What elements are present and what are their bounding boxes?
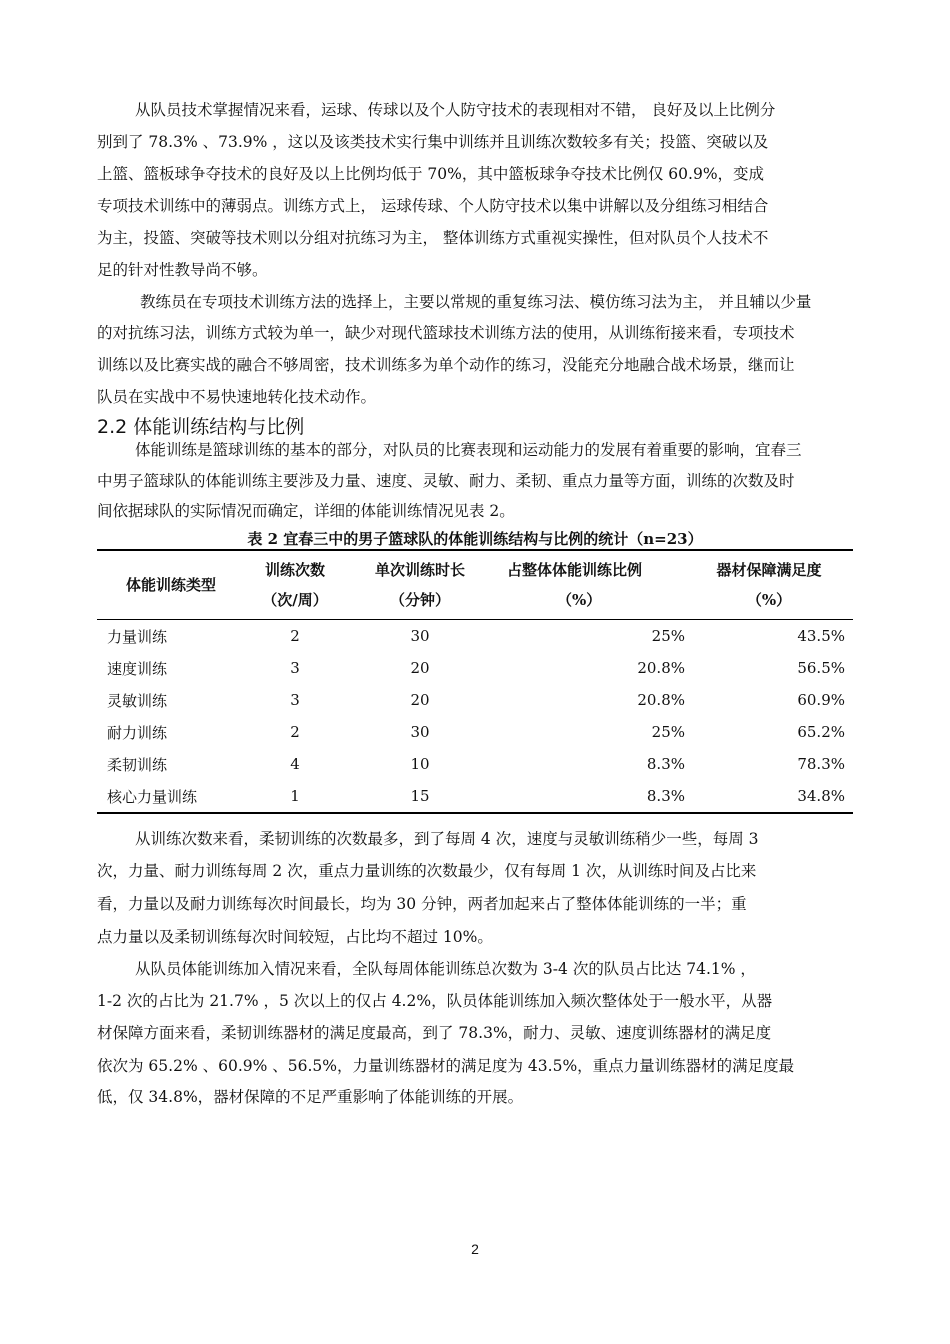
cell-times: 4 (290, 755, 300, 773)
paragraph-line: 别到了 78.3% 、73.9% ，这以及该类技术实行集中训练并且训练次数较多有关；投篮、突破以及 (97, 133, 769, 151)
cell-satisfaction: 34.8% (797, 787, 845, 805)
cell-satisfaction: 56.5% (797, 659, 845, 677)
table-row (97, 780, 853, 813)
cell-type: 力量训练 (107, 627, 168, 646)
table-row (97, 748, 853, 780)
cell-times: 1 (290, 787, 300, 805)
cell-satisfaction: 43.5% (797, 627, 845, 645)
paragraph-line: 训练以及比赛实战的融合不够周密，技术训练多为单个动作的练习，没能充分地融合战术场景，继而让 (97, 356, 795, 374)
paragraph-line: 材保障方面来看，柔韧训练器材的满足度最高，到了 78.3%，耐力、灵敏、速度训练器材的满足度 (97, 1024, 772, 1042)
paragraph-line: 专项技术训练中的薄弱点。训练方式上， 运球传球、个人防守技术以集中讲解以及分组练习相结合 (97, 197, 769, 215)
header-ratio (495, 550, 685, 620)
cell-duration: 30 (410, 723, 430, 741)
header-label: 器材保障满足度 (716, 561, 822, 579)
cell-ratio: 25% (651, 627, 685, 645)
table-caption: 表 2 宜春三中的男子篮球队的体能训练结构与比例的统计（n=23） (247, 530, 703, 548)
paragraph-line: 点力量以及柔韧训练每次时间较短，占比均不超过 10%。 (97, 928, 493, 946)
paragraph-line: 看，力量以及耐力训练每次时间最长，均为 30 分钟，两者加起来占了整体体能训练的一半；重 (97, 895, 747, 913)
cell-type: 速度训练 (107, 659, 168, 678)
cell-times: 2 (290, 723, 300, 741)
cell-ratio: 20.8% (637, 659, 685, 677)
paragraph-line: 1-2 次的占比为 21.7% ，5 次以上的仅占 4.2%，队员体能训练加入频次整体处于一般水平，从器 (97, 992, 773, 1010)
paragraph-line: 间依据球队的实际情况而确定，详细的体能训练情况见表 2。 (97, 502, 515, 520)
paragraph-line: 教练员在专项技术训练方法的选择上，主要以常规的重复练习法、模仿练习法为主， 并且辅以少量 (140, 293, 812, 311)
section-heading: 2.2 体能训练结构与比例 (97, 416, 305, 438)
table-header (97, 550, 853, 620)
cell-duration: 10 (410, 755, 430, 773)
header-label: 体能训练类型 (125, 576, 216, 594)
header-unit: （分钟） (389, 591, 450, 609)
paragraph-line: 低，仅 34.8%，器材保障的不足严重影响了体能训练的开展。 (97, 1088, 524, 1106)
cell-ratio: 8.3% (646, 787, 685, 805)
cell-duration: 30 (410, 627, 430, 645)
cell-type: 耐力训练 (107, 723, 168, 742)
paragraph-line: 体能训练是篮球训练的基本的部分，对队员的比赛表现和运动能力的发展有着重要的影响，宜春三 (135, 441, 802, 459)
paragraph-line: 从队员体能训练加入情况来看，全队每周体能训练总次数为 3-4 次的队员占比达 74.1% ， (135, 960, 756, 978)
cell-satisfaction: 65.2% (797, 723, 845, 741)
header-satisfaction (685, 550, 853, 620)
table-row (97, 684, 853, 716)
paragraph-line: 队员在实战中不易快速地转化技术动作。 (97, 388, 377, 406)
cell-type: 柔韧训练 (107, 755, 168, 774)
header-type (97, 550, 245, 620)
paragraph-line: 为主，投篮、突破等技术则以分组对抗练习为主， 整体训练方式重视实操性，但对队员个人技术不 (97, 229, 769, 247)
paragraph-line: 足的针对性教导尚不够。 (97, 261, 268, 279)
cell-ratio: 25% (651, 723, 685, 741)
cell-satisfaction: 78.3% (797, 755, 845, 773)
paragraph-line: 上篮、篮板球争夺技术的良好及以上比例均低于 70%，其中篮板球争夺技术比例仅 60.9%，变成 (97, 165, 765, 183)
header-unit: （%） (746, 591, 792, 609)
paragraph-line: 依次为 65.2% 、60.9% 、56.5%，力量训练器材的满足度为 43.5%，重点力量训练器材的满足度最 (97, 1057, 795, 1075)
cell-type: 灵敏训练 (107, 691, 168, 710)
cell-ratio: 20.8% (637, 691, 685, 709)
cell-times: 2 (290, 627, 300, 645)
paragraph-line: 的对抗练习法，训练方式较为单一，缺少对现代篮球技术训练方法的使用，从训练衔接来看，专项技术 (97, 324, 795, 342)
paragraph-line: 次，力量、耐力训练每周 2 次，重点力量训练的次数最少，仅有每周 1 次，从训练时间及占比来 (97, 862, 757, 880)
table-body (97, 620, 853, 814)
header-label: 占整体体能训练比例 (507, 561, 643, 579)
paragraph-line: 中男子篮球队的体能训练主要涉及力量、速度、灵敏、耐力、柔韧、重点力量等方面，训练的次数及时 (97, 472, 795, 490)
table-row (97, 620, 853, 653)
header-unit: （%） (557, 591, 602, 609)
table-row (97, 652, 853, 684)
cell-duration: 20 (410, 691, 430, 709)
header-unit: （次/周） (262, 591, 328, 609)
paragraph-line: 从训练次数来看，柔韧训练的次数最多，到了每周 4 次，速度与灵敏训练稍少一些，每周 3 (135, 830, 759, 848)
cell-ratio: 8.3% (646, 755, 685, 773)
page-number: 2 (471, 1241, 479, 1257)
header-label: 单次训练时长 (374, 561, 465, 579)
header-label: 训练次数 (264, 561, 325, 579)
cell-duration: 15 (410, 787, 430, 805)
table-row (97, 716, 853, 748)
cell-duration: 20 (410, 659, 430, 677)
cell-type: 核心力量训练 (107, 787, 198, 806)
cell-times: 3 (290, 691, 300, 709)
cell-satisfaction: 60.9% (797, 691, 845, 709)
header-times (245, 550, 345, 620)
header-duration (345, 550, 495, 620)
paragraph-line: 从队员技术掌握情况来看，运球、传球以及个人防守技术的表现相对不错， 良好及以上比例分 (135, 101, 776, 119)
training-table (97, 549, 853, 814)
cell-times: 3 (290, 659, 300, 677)
